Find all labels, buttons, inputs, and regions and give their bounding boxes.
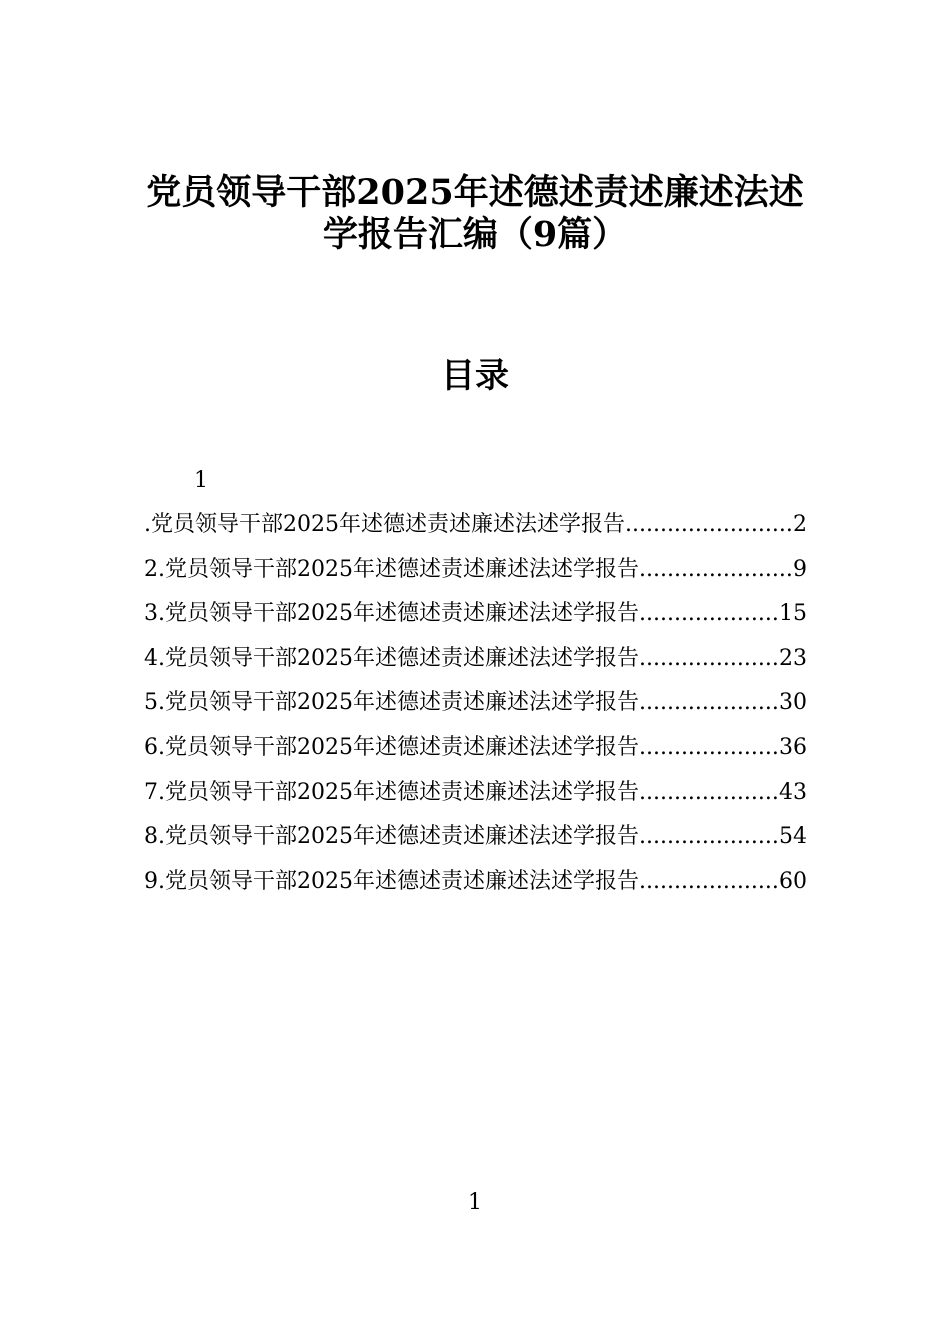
toc-entry-page: 2 <box>793 512 807 537</box>
toc-entry-page: 60 <box>779 868 807 894</box>
toc-entry-2[interactable] <box>144 555 807 600</box>
toc-entry-title: 2.党员领导干部2025年述德述责述廉述法述学报告 <box>144 556 639 582</box>
toc-entry-page: 9 <box>793 556 807 582</box>
toc-dot-leader <box>639 644 779 674</box>
toc-entry-page: 43 <box>779 779 807 805</box>
toc-dot-leader <box>625 510 793 540</box>
toc-dot-leader <box>639 733 779 763</box>
toc-entry-page: 23 <box>779 645 807 671</box>
toc-heading: 目录 <box>441 356 509 396</box>
toc-entry-title: 3.党员领导干部2025年述德述责述廉述法述学报告 <box>144 601 639 627</box>
toc-entry-title: 4.党员领导干部2025年述德述责述廉述法述学报告 <box>144 645 639 671</box>
toc-dot-leader <box>639 555 793 585</box>
toc-entry-title: 6.党员领导干部2025年述德述责述廉述法述学报告 <box>144 734 639 760</box>
toc-entry-title: .党员领导干部2025年述德述责述廉述法述学报告 <box>144 512 625 537</box>
toc-entry-title: 9.党员领导干部2025年述德述责述廉述法述学报告 <box>144 868 639 894</box>
toc-entry-page: 36 <box>779 734 807 760</box>
toc-entry-title: 7.党员领导干部2025年述德述责述廉述法述学报告 <box>144 779 639 805</box>
toc-entry-9[interactable] <box>144 867 807 912</box>
toc-dot-leader <box>639 778 779 808</box>
toc-dot-leader <box>639 867 779 897</box>
toc-entry-7[interactable] <box>144 778 807 823</box>
toc-dot-leader <box>639 688 779 718</box>
toc-entry-page: 15 <box>779 601 807 627</box>
toc-entry-title: 5.党员领导干部2025年述德述责述廉述法述学报告 <box>144 690 639 716</box>
toc-entry-6[interactable] <box>144 733 807 778</box>
document-title-line-2 <box>120 200 830 270</box>
toc-first-entry-number: 1 <box>194 468 208 493</box>
toc-entry-3[interactable] <box>144 599 807 644</box>
toc-entry-4[interactable] <box>144 644 807 689</box>
document-title-text-1: 党员领导干部2025年述德述责述廉述法述 <box>146 172 804 213</box>
table-of-contents <box>144 510 807 911</box>
toc-dot-leader <box>639 599 779 629</box>
toc-entry-title: 8.党员领导干部2025年述德述责述廉述法述学报告 <box>144 824 639 850</box>
document-title-text-2: 学报告汇编（9篇） <box>322 214 628 255</box>
toc-dot-leader <box>639 822 779 852</box>
toc-entry-5[interactable] <box>144 688 807 733</box>
toc-entry-page: 30 <box>779 690 807 716</box>
toc-entry-8[interactable] <box>144 822 807 867</box>
page-number: 1 <box>468 1190 482 1215</box>
toc-entry-page: 54 <box>779 824 807 850</box>
toc-entry-1[interactable] <box>144 510 807 555</box>
